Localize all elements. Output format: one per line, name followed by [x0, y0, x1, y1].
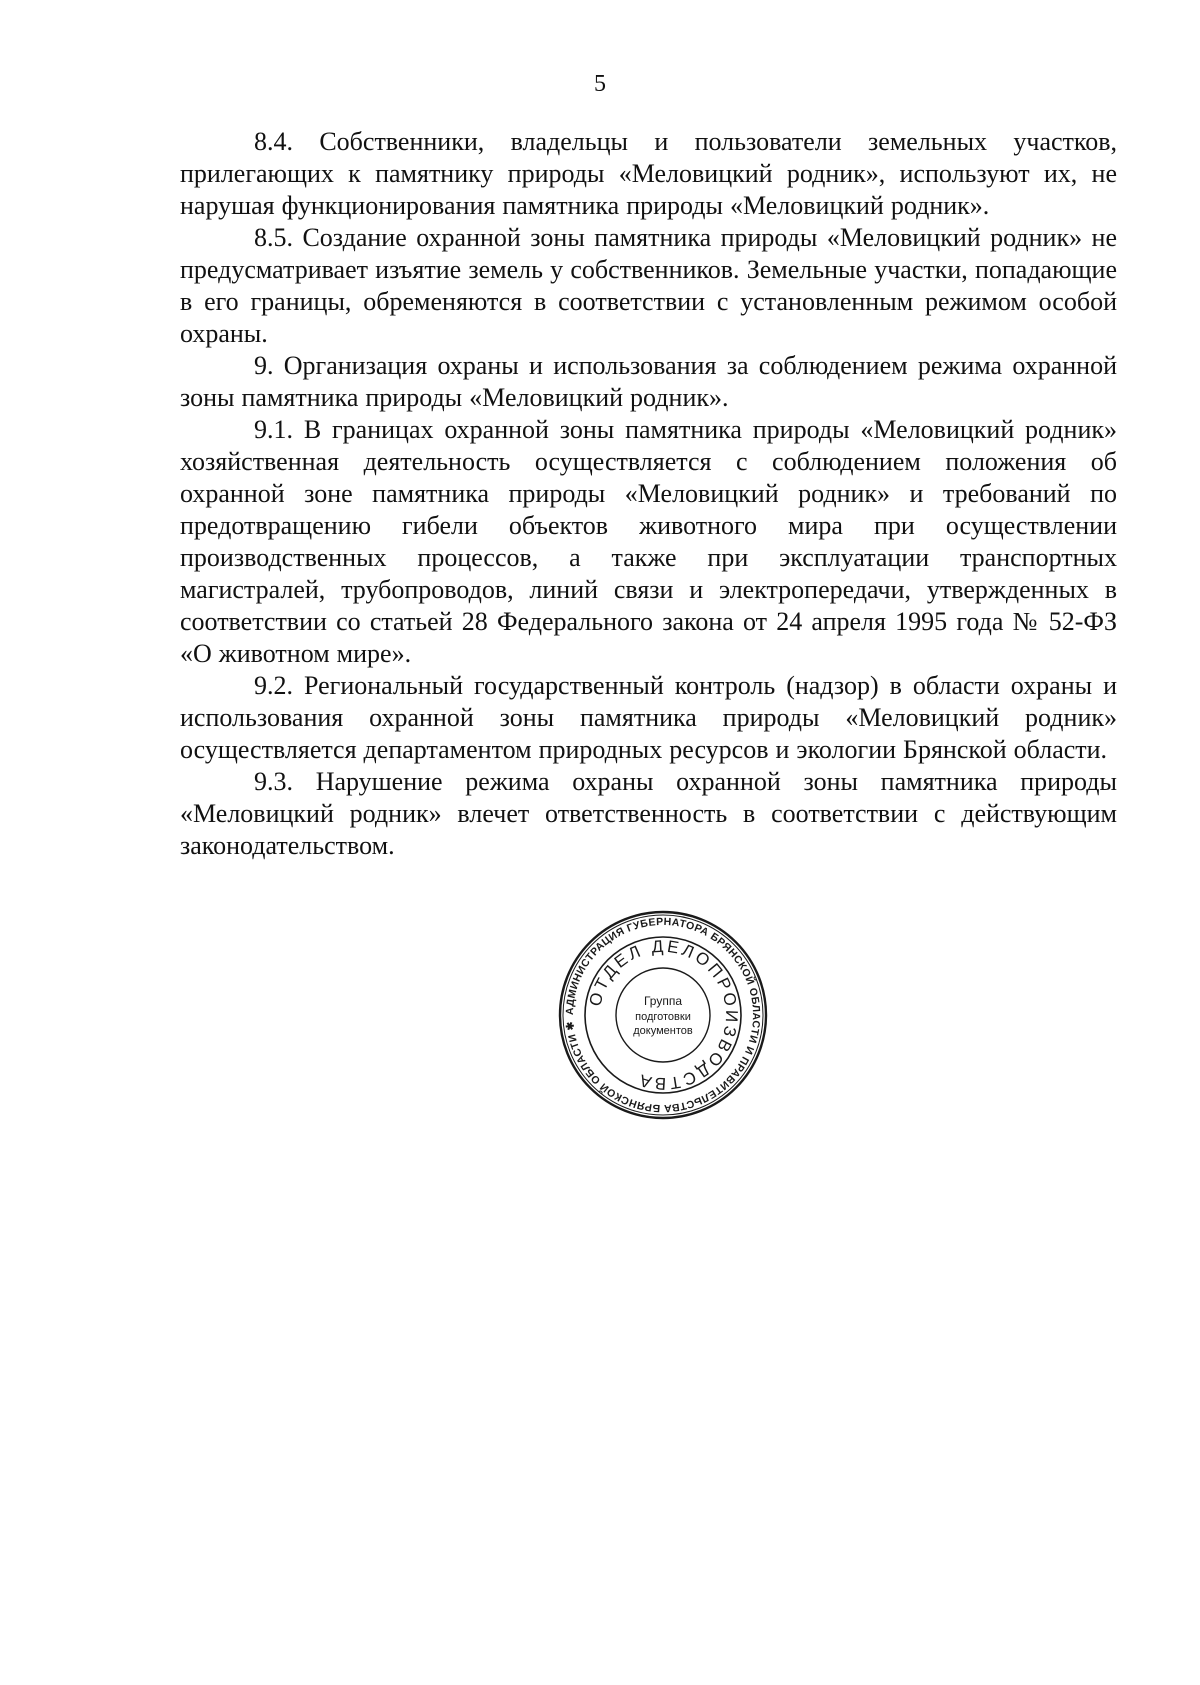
paragraph-9-1: 9.1. В границах охранной зоны памятника природы «Меловицкий родник» хозяйственная деятельность осуществляется с соблюдением положения об охранной зоне памятника природы «Меловицкий родник» и требований по предотвращению гибели объектов животного мира при осуществлении производственных процессов, а также при эксплуатации транспортных магистралей, трубопроводов, линий связи и электропередачи, утвержденных в соответствии со статьей 28 Федерального закона от 24 апреля 1995 года № 52-ФЗ «О животном мире».	[180, 415, 1117, 668]
stamp-center-line-1: Группа	[643, 994, 683, 1008]
stamp-inner-ring-text: ОТДЕЛ ДЕЛОПРОИЗВОДСТВА	[585, 936, 742, 1094]
official-stamp	[557, 909, 769, 1121]
paragraph-9: 9. Организация охраны и использования за соблюдением режима охранной зоны памятника природы «Меловицкий родник».	[180, 351, 1117, 412]
document-body	[180, 126, 1117, 862]
stamp-seal-graphic	[557, 909, 769, 1121]
stamp-center-line-2: подготовки	[635, 1011, 691, 1023]
page-number: 5	[594, 71, 606, 97]
stamp-center-line-3: документов	[633, 1025, 693, 1037]
paragraph-9-2: 9.2. Региональный государственный контроль (надзор) в области охраны и использования охранной зоны памятника природы «Меловицкий родник» осуществляется департаментом природных ресурсов и экологии Брянской области.	[180, 671, 1117, 764]
paragraph-8-5: 8.5. Создание охранной зоны памятника природы «Меловицкий родник» не предусматривает изъятие земель у собственников. Земельные участки, попадающие в его границы, обременяются в соответствии с установленным режимом особой охраны.	[180, 223, 1117, 348]
paragraph-8-4: 8.4. Собственники, владельцы и пользователи земельных участков, прилегающих к памятнику природы «Меловицкий родник», используют их, не нарушая функционирования памятника природы «Меловицкий родник».	[180, 127, 1117, 220]
stamp-outer-ring-text: АДМИНИСТРАЦИЯ ГУБЕРНАТОРА БРЯНСКОЙ ОБЛАСТИ И ПРАВИТЕЛЬСТВА БРЯНСКОЙ ОБЛАСТИ ✱	[563, 915, 763, 1115]
paragraph-9-3: 9.3. Нарушение режима охраны охранной зоны памятника природы «Меловицкий родник» влечет ответственность в соответствии с действующим законодательством.	[180, 767, 1117, 860]
